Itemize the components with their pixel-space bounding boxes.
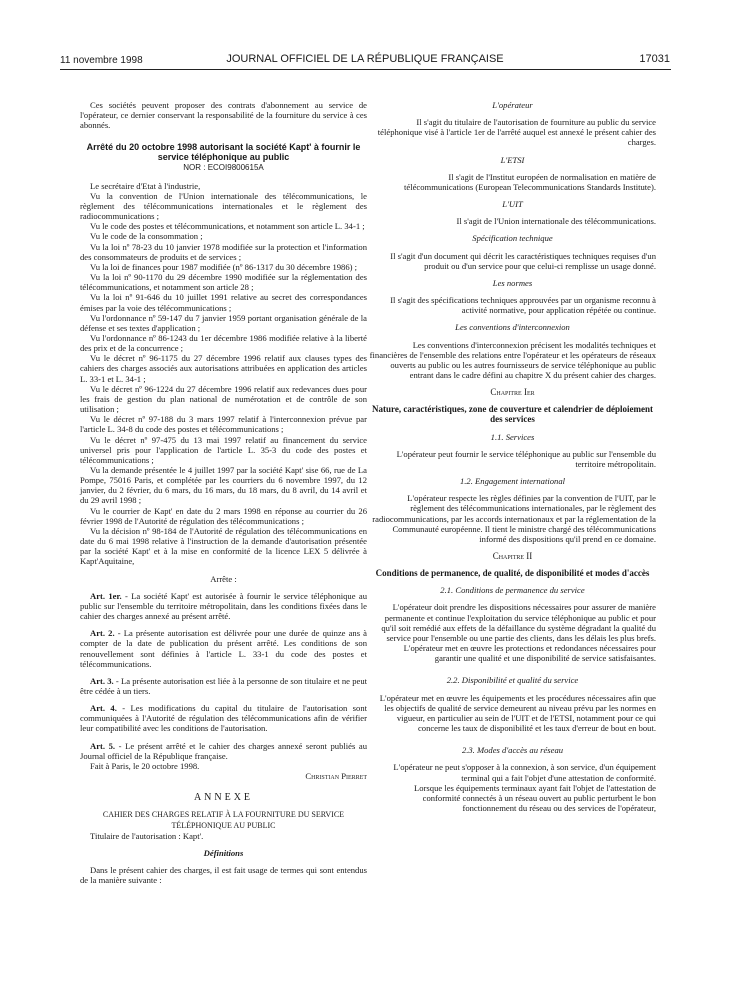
article-3 bbox=[80, 676, 367, 696]
section-2-3-para-1: L'opérateur ne peut s'opposer à la connexion, à son service, d'un équipement terminal qui a fait l'objet d'une attestation de conformité. bbox=[393, 762, 656, 783]
article-5 bbox=[80, 741, 367, 761]
def-text: Il s'agit de l'Union internationale des télécommunications. bbox=[456, 216, 656, 227]
article-4-label: Art. 4. bbox=[90, 703, 117, 714]
section-1-1-title: 1.1. Services bbox=[490, 431, 535, 442]
visa-item: Le secrétaire d'Etat à l'industrie, bbox=[90, 180, 201, 191]
journal-title: JOURNAL OFFICIEL DE LA RÉPUBLIQUE FRANÇAISE bbox=[226, 53, 504, 65]
visa-item: Vu la convention de l'Union internationale des télécommunications, le règlement des télécommunications internationales et le règlement des radiocommunications ; bbox=[80, 190, 367, 222]
section-2-3-para-2: Lorsque les équipements terminaux ayant fait l'objet de l'attestation de conformité connectés à un réseau ouvert au public perturbent le bon fonctionnement du réseau ou des services de l'opérateur, bbox=[414, 782, 656, 813]
section-2-1-title: 2.1. Conditions de permanence du service bbox=[440, 585, 585, 596]
def-text: Il s'agit des spécifications techniques approuvées par un organisme reconnu à activité normative, pour application répétée ou continue. bbox=[390, 295, 656, 316]
visa-item: Vu l'ordonnance nº 86-1243 du 1er décembre 1986 modifiée relative à la liberté des prix et de la concurrence ; bbox=[80, 332, 367, 354]
def-term: Spécification technique bbox=[472, 233, 553, 244]
chapter-2-label: Chapitre II bbox=[492, 551, 533, 561]
running-header bbox=[60, 53, 670, 69]
visa-item: Vu le courrier de Kapt' en date du 2 mars 1998 en réponse au courrier du 26 février 1998 de l'Autorité de régulation des télécommunications ; bbox=[80, 505, 367, 526]
annexe-title: ANNEXE bbox=[193, 792, 254, 804]
def-text: Il s'agit du titulaire de l'autorisation de fourniture au public du service téléphonique visé à l'article 1er de l'arrêté auquel est annexé le présent cahier des charges. bbox=[377, 117, 656, 148]
signature: Christian Pierret bbox=[305, 771, 367, 782]
def-term: Les normes bbox=[492, 277, 533, 288]
header-rule bbox=[60, 69, 671, 70]
section-2-2-title: 2.2. Disponibilité et qualité du service bbox=[446, 675, 579, 686]
visa-item: Vu le décret nº 97-188 du 3 mars 1997 relatif à l'interconnexion prévue par l'article L. 34-8 du code des postes et télécommunications ; bbox=[80, 414, 367, 435]
visa-item: Vu la loi nº 91-646 du 10 juillet 1991 relative au secret des correspondances émises par la voie des télécommunications ; bbox=[80, 292, 367, 313]
section-1-1-text: L'opérateur peut fournir le service téléphonique au public sur l'ensemble du territoire métropolitain. bbox=[396, 448, 656, 469]
visa-item: Vu la demande présentée le 4 juillet 1997 par la société Kapt' sise 66, rue de La Pompe, 75016 Paris, et complétée par les courriers du 6 novembre 1997, du 12 janvier, du 2 février, du 6 mars, du 16 mars, du 18 mars, du 8 avril, du 14 avril et du 29 avril 1998 ; bbox=[80, 465, 367, 506]
section-2-3-title: 2.3. Modes d'accès au réseau bbox=[461, 745, 564, 756]
article-5-text: - Le présent arrêté et le cahier des charges annexé seront publiés au Journal officiel de la République française. bbox=[80, 740, 368, 761]
chapter-1-title: Nature, caractéristiques, zone de couverture et calendrier de déploiement des services bbox=[372, 404, 653, 425]
article-3-text: - La présente autorisation est liée à la personne de son titulaire et ne peut être cédée à un tiers. bbox=[80, 675, 367, 696]
visa-item: Vu le décret nº 96-1224 du 27 décembre 1996 relatif aux redevances dues pour les frais de gestion du plan national de numérotation et de contrôle de son utilisation ; bbox=[80, 383, 367, 415]
nor-reference: NOR : ECOI9800615A bbox=[183, 163, 264, 173]
section-1-2-title: 1.2. Engagement international bbox=[459, 476, 566, 487]
right-column bbox=[369, 100, 656, 813]
def-text: Les conventions d'interconnexion précisent les modalités techniques et financières de l'ensemble des relations entre l'opérateur et les opérateurs de réseaux ouverts au public ou les autres fournisseurs de service téléphonique au public entrant dans le cadre défini au chapitre X du présent cahier des charges. bbox=[369, 339, 656, 380]
article-1-label: Art. 1er. bbox=[90, 590, 122, 601]
titulaire: Titulaire de l'autorisation : Kapt'. bbox=[90, 830, 204, 841]
header-date: 11 novembre 1998 bbox=[60, 55, 143, 66]
section-1-2-text: L'opérateur respecte les règles définies par la convention de l'UIT, par le règlement des télécommunications internationales, par le règlement des radiocommunications, par les accords internationaux et par la réglementation de la Communauté européenne. Il tient le ministre chargé des télécommunications informé des dispositions qu'il prend en ce domaine. bbox=[372, 493, 656, 544]
article-2-label: Art. 2. bbox=[90, 628, 115, 639]
article-1 bbox=[80, 591, 367, 621]
section-2-2-text: L'opérateur met en œuvre les équipements et les procédures nécessaires afin que les objectifs de qualité de service demeurent au niveau prévu par les normes en vigueur, en particulier au sein de l'UIT et de l'ETSI, notamment pour ce qui concerne les taux de disponibilité et les taux d'erreur de bout en bout. bbox=[379, 692, 656, 734]
def-text: Il s'agit d'un document qui décrit les caractéristiques techniques requises d'un produit ou d'un service pour que celui-ci remplisse un usage donné. bbox=[390, 250, 656, 271]
visa-item: Vu la loi nº 78-23 du 10 janvier 1978 modifiée sur la protection et l'information des consommateurs de produits et de services ; bbox=[80, 241, 367, 262]
left-column bbox=[80, 100, 367, 885]
article-1-text: - La société Kapt' est autorisée à fournir le service téléphonique au public sur l'ensemble du territoire métropolitain, dans les conditions fixées dans le cahier des charges annexé au présent arrêté. bbox=[80, 590, 367, 622]
intro-paragraph: Ces sociétés peuvent proposer des contrats d'abonnement au service de l'opérateur, ce dernier conservant la responsabilité de la fourniture du service à ces abonnés. bbox=[80, 100, 367, 131]
article-2-text: - La présente autorisation est délivrée pour une durée de quinze ans à compter de la date de publication du présent arrêté. Les conditions de son renouvellement sont définies à l'article L. 33-1 du code des postes et télécommunications. bbox=[80, 628, 367, 669]
def-text: Il s'agit de l'Institut européen de normalisation en matière de télécommunications (European Telecommunications Standards Institute). bbox=[404, 171, 656, 192]
fait-a-paris: Fait à Paris, le 20 octobre 1998. bbox=[90, 760, 200, 771]
visa-item: Vu l'ordonnance nº 59-147 du 7 janvier 1959 portant organisation générale de la défense et ses textes d'application ; bbox=[80, 312, 367, 333]
chapter-2-title: Conditions de permanence, de qualité, de disponibilité et modes d'accès bbox=[375, 568, 650, 579]
arrete-label: Arrête : bbox=[210, 573, 237, 584]
visa-item: Vu la loi nº 90-1170 du 29 décembre 1990 modifiée sur la réglementation des télécommunications, et notamment son article 28 ; bbox=[80, 272, 367, 293]
visa-item: Vu la décision nº 98-184 de l'Autorité de régulation des télécommunications en date du 6 mai 1998 relative à l'instruction de la demande d'autorisation présentée par la société Kapt' et à la mise en conformité de la licence LEX 5 délivrée à Kapt'Aquitaine, bbox=[80, 525, 367, 567]
section-2-1-para-1: L'opérateur doit prendre les dispositions nécessaires pour assurer de manière permanente et continue l'exploitation du service téléphonique au public et pour qu'il soit remédié aux effets de la défaillance du système dégradant la qualité du service pour l'ensemble ou une partie des clients, dans les délais les plus brefs. bbox=[381, 602, 656, 643]
definitions-intro: Dans le présent cahier des charges, il est fait usage de termes qui sont entendus de la manière suivante : bbox=[80, 865, 367, 886]
visa-item: Vu le code des postes et télécommunications, et notamment son article L. 34-1 ; bbox=[90, 221, 365, 232]
article-5-label: Art. 5. bbox=[90, 740, 116, 751]
page-number: 17031 bbox=[639, 53, 670, 65]
section-2-1-para-2: L'opérateur met en œuvre les protections et redondances nécessaires pour garantir une qualité et une disponibilité de service satisfaisantes. bbox=[403, 643, 656, 664]
visa-item: Vu le décret nº 96-1175 du 27 décembre 1996 relatif aux clauses types des cahiers des charges associés aux autorisations attribuées en application des articles L. 33-1 et L. 34-1 ; bbox=[80, 353, 367, 384]
visa-item: Vu la loi de finances pour 1987 modifiée (nº 86-1317 du 30 décembre 1986) ; bbox=[90, 261, 358, 272]
article-3-label: Art. 3. bbox=[90, 675, 114, 686]
article-4-text: - Les modifications du capital du titulaire de l'autorisation sont communiquées à l'Autorité de régulation des télécommunications afin de vérifier leur compatibilité avec les conditions de l'autorisation. bbox=[80, 703, 368, 734]
arrete-title: Arrêté du 20 octobre 1998 autorisant la société Kapt' à fournir le service téléphonique au public bbox=[86, 142, 361, 163]
def-term: L'UIT bbox=[502, 199, 523, 210]
article-2 bbox=[80, 628, 367, 669]
def-term: Les conventions d'interconnexion bbox=[455, 322, 570, 333]
def-term: L'opérateur bbox=[492, 100, 533, 110]
article-4 bbox=[80, 703, 367, 733]
visa-item: Vu le décret nº 97-475 du 13 mai 1997 relatif au financement du service universel pris pour l'application de l'article L. 35-3 du code des postes et télécommunications ; bbox=[80, 434, 367, 465]
chapter-1-label: Chapitre Ier bbox=[490, 387, 535, 398]
cahier-title: CAHIER DES CHARGES RELATIF À LA FOURNITURE DU SERVICE TÉLÉPHONIQUE AU PUBLIC bbox=[102, 810, 345, 830]
visa-item: Vu le code de la consommation ; bbox=[90, 231, 203, 242]
definitions-title: Définitions bbox=[203, 847, 244, 858]
visas-list bbox=[80, 181, 367, 567]
def-term: L'ETSI bbox=[500, 154, 525, 165]
